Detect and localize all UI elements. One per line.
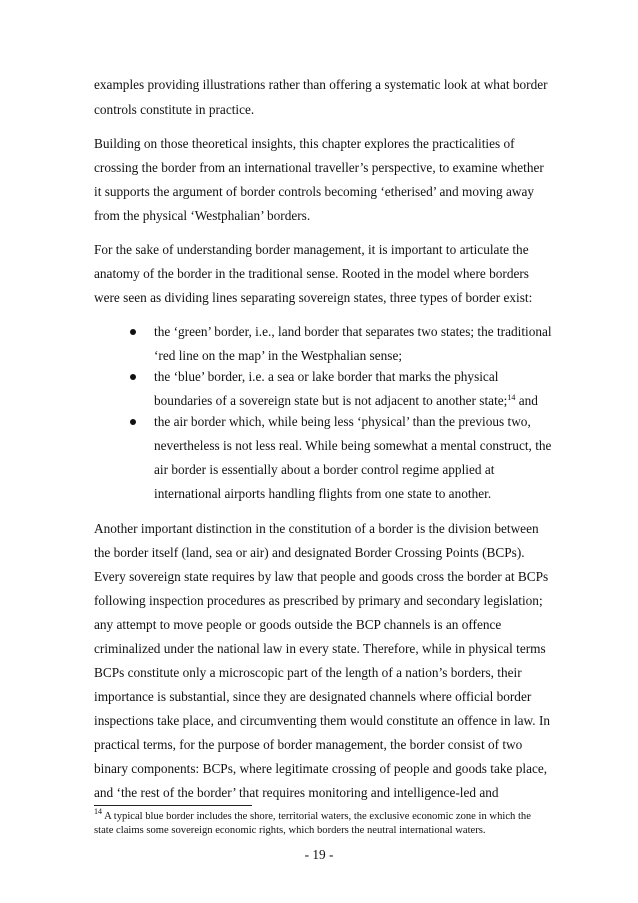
bullet-line: nevertheless is not less real. While being somewhat a mental construct, the [154, 438, 552, 453]
bullet-line: the ‘green’ border, i.e., land border that separates two states; the traditional [154, 324, 552, 339]
bullet-marker [130, 374, 136, 380]
page-number: - 19 - [304, 847, 334, 862]
paragraph-line: anatomy of the border in the traditional sense. Rooted in the model where borders [94, 266, 529, 281]
paragraph-line: the border itself (land, sea or air) and designated Border Crossing Points (BCPs). [94, 545, 525, 560]
footnote-separator [94, 805, 252, 806]
paragraph-line: inspections take place, and circumventing them would constitute an offence in law. In [94, 713, 551, 728]
footnote-number: 14 [94, 807, 102, 816]
paragraph-line: crossing the border from an international traveller’s perspective, to examine whether [94, 160, 544, 175]
bullet-line: international airports handling flights from one state to another. [154, 486, 492, 501]
bullet-line: air border is essentially about a border control regime applied at [154, 462, 495, 477]
paragraph-line: following inspection procedures as prescribed by primary and secondary legislation; [94, 593, 543, 608]
bullet-line: the air border which, while being less ‘physical’ than the previous two, [154, 414, 531, 429]
paragraph-line: controls constitute in practice. [94, 102, 255, 117]
paragraph-line: from the physical ‘Westphalian’ borders. [94, 208, 311, 223]
bullet-marker [130, 329, 136, 335]
footnote-reference[interactable]: 14 [507, 393, 516, 402]
paragraph-line: For the sake of understanding border management, it is important to articulate the [94, 242, 529, 257]
bullet-marker [130, 419, 136, 425]
paragraph-line: Building on those theoretical insights, this chapter explores the practicalities of [94, 136, 515, 151]
paragraph-line: Every sovereign state requires by law that people and goods cross the border at BCPs [94, 569, 549, 584]
paragraph-line: criminalized under the national law in every state. Therefore, while in physical terms [94, 641, 546, 656]
paragraph-line: Another important distinction in the constitution of a border is the division between [94, 521, 539, 536]
bullet-line [154, 393, 538, 409]
bullet-text: boundaries of a sovereign state but is not adjacent to another state; [154, 393, 508, 408]
footnote-text: A typical blue border includes the shore, territorial waters, the exclusive economic zone in which the [102, 811, 531, 822]
paragraph-line: it supports the argument of border controls becoming ‘etherised’ and moving away [94, 184, 535, 199]
paragraph-line: practical terms, for the purpose of border management, the border consist of two [94, 737, 523, 752]
footnote-line [94, 807, 531, 823]
paragraph-line: were seen as dividing lines separating sovereign states, three types of border exist: [94, 290, 533, 305]
paragraph-line: binary components: BCPs, where legitimate crossing of people and goods take place, [94, 761, 548, 776]
bullet-line: the ‘blue’ border, i.e. a sea or lake border that marks the physical [154, 369, 499, 384]
paragraph-line: and ‘the rest of the border’ that requires monitoring and intelligence-led and [94, 785, 499, 800]
footnote-line: state claims some sovereign economic rights, which borders the neutral international waters. [94, 825, 486, 836]
paragraph-line: examples providing illustrations rather than offering a systematic look at what border [94, 77, 548, 92]
bullet-line: ‘red line on the map’ in the Westphalian sense; [154, 348, 403, 363]
paragraph-line: BCPs constitute only a microscopic part of the length of a nation’s borders, their [94, 665, 522, 680]
paragraph-line: any attempt to move people or goods outside the BCP channels is an offence [94, 617, 502, 632]
bullet-text: and [515, 393, 538, 408]
paragraph-line: importance is substantial, since they are designated channels where official border [94, 689, 532, 704]
